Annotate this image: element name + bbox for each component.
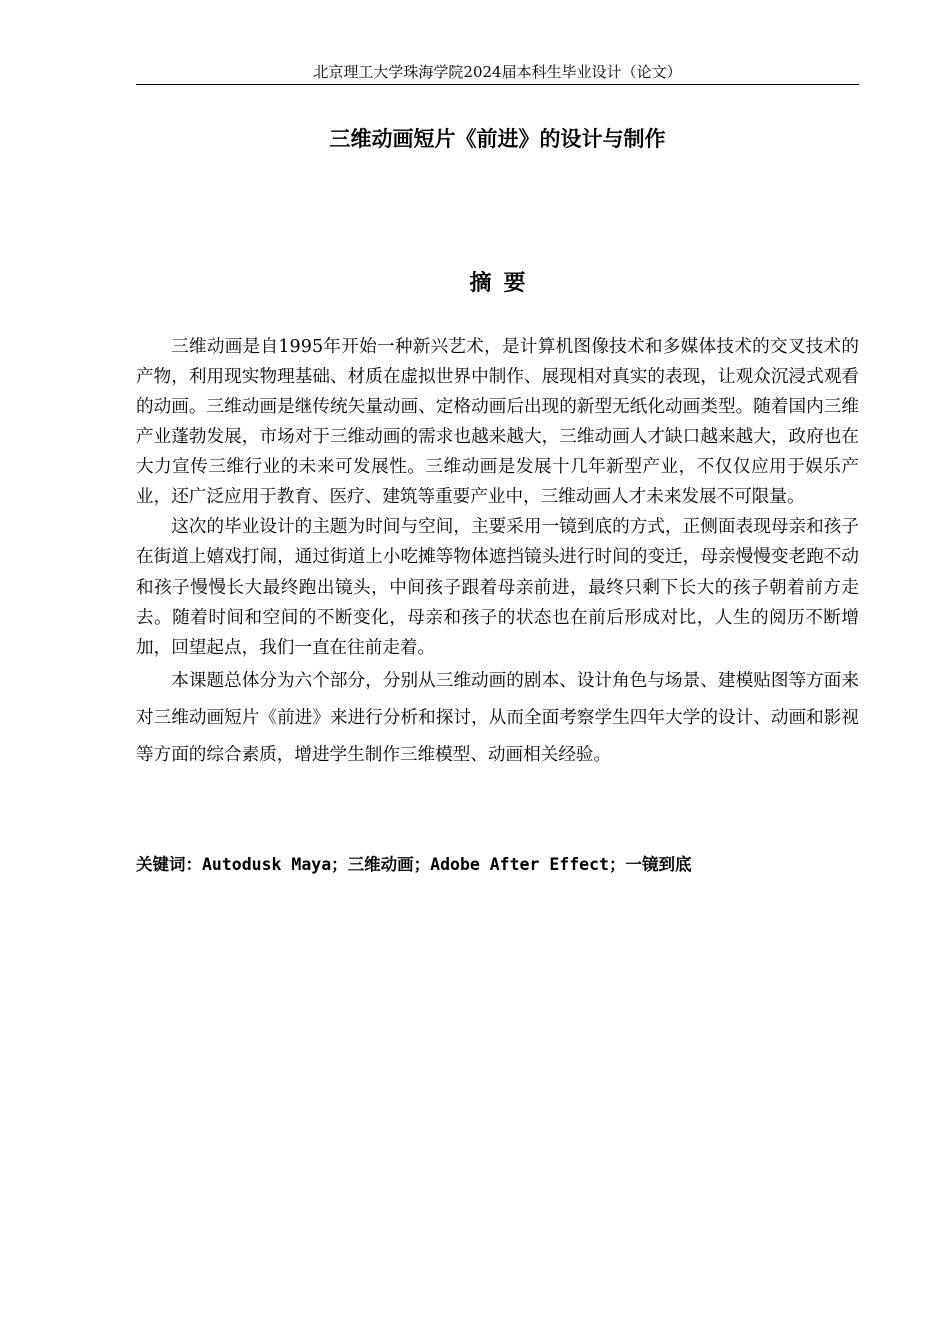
header-text: 北京理工大学珠海学院2024届本科生毕业设计（论文） bbox=[313, 63, 682, 81]
abstract-heading: 摘要 bbox=[469, 270, 538, 296]
keywords-line: 关键词：Autodusk Maya；三维动画；Adobe After Effect；一镜到底 bbox=[136, 855, 692, 874]
thesis-title: 三维动画短片《前进》的设计与制作 bbox=[329, 126, 666, 151]
abstract-paragraph-2: 这次的毕业设计的主题为时间与空间，主要采用一镜到底的方式，正侧面表现母亲和孩子在街道上嬉戏打闹，通过街道上小吃摊等物体遮挡镜头进行时间的变迁，母亲慢慢变老跑不动和孩子慢慢长大最终跑出镜头，中间孩子跟着母亲前进，最终只剩下长大的孩子朝着前方走去。随着时间和空间的不断变化，母亲和孩子的状态也在前后形成对比，人生的阅历不断增加，回望起点，我们一直在往前走着。 bbox=[136, 517, 859, 659]
abstract-body bbox=[136, 332, 859, 774]
abstract-paragraph-1: 三维动画是自1995年开始一种新兴艺术，是计算机图像技术和多媒体技术的交叉技术的产物，利用现实物理基础、材质在虚拟世界中制作、展现相对真实的表现，让观众沉浸式观看的动画。三维动画是继传统矢量动画、定格动画后出现的新型无纸化动画类型。随着国内三维产业蓬勃发展，市场对于三维动画的需求也越来越大，三维动画人才缺口越来越大，政府也在大力宣传三维行业的未来可发展性。三维动画是发展十几年新型产业，不仅仅应用于娱乐产业，还广泛应用于教育、医疗、建筑等重要产业中，三维动画人才未来发展不可限量。 bbox=[136, 337, 859, 507]
abstract-paragraph-3: 本课题总体分为六个部分，分别从三维动画的剧本、设计角色与场景、建模贴图等方面来对三维动画短片《前进》来进行分析和探讨，从而全面考察学生四年大学的设计、动画和影视等方面的综合素质，增进学生制作三维模型、动画相关经验。 bbox=[136, 671, 859, 766]
page-header bbox=[136, 62, 859, 85]
